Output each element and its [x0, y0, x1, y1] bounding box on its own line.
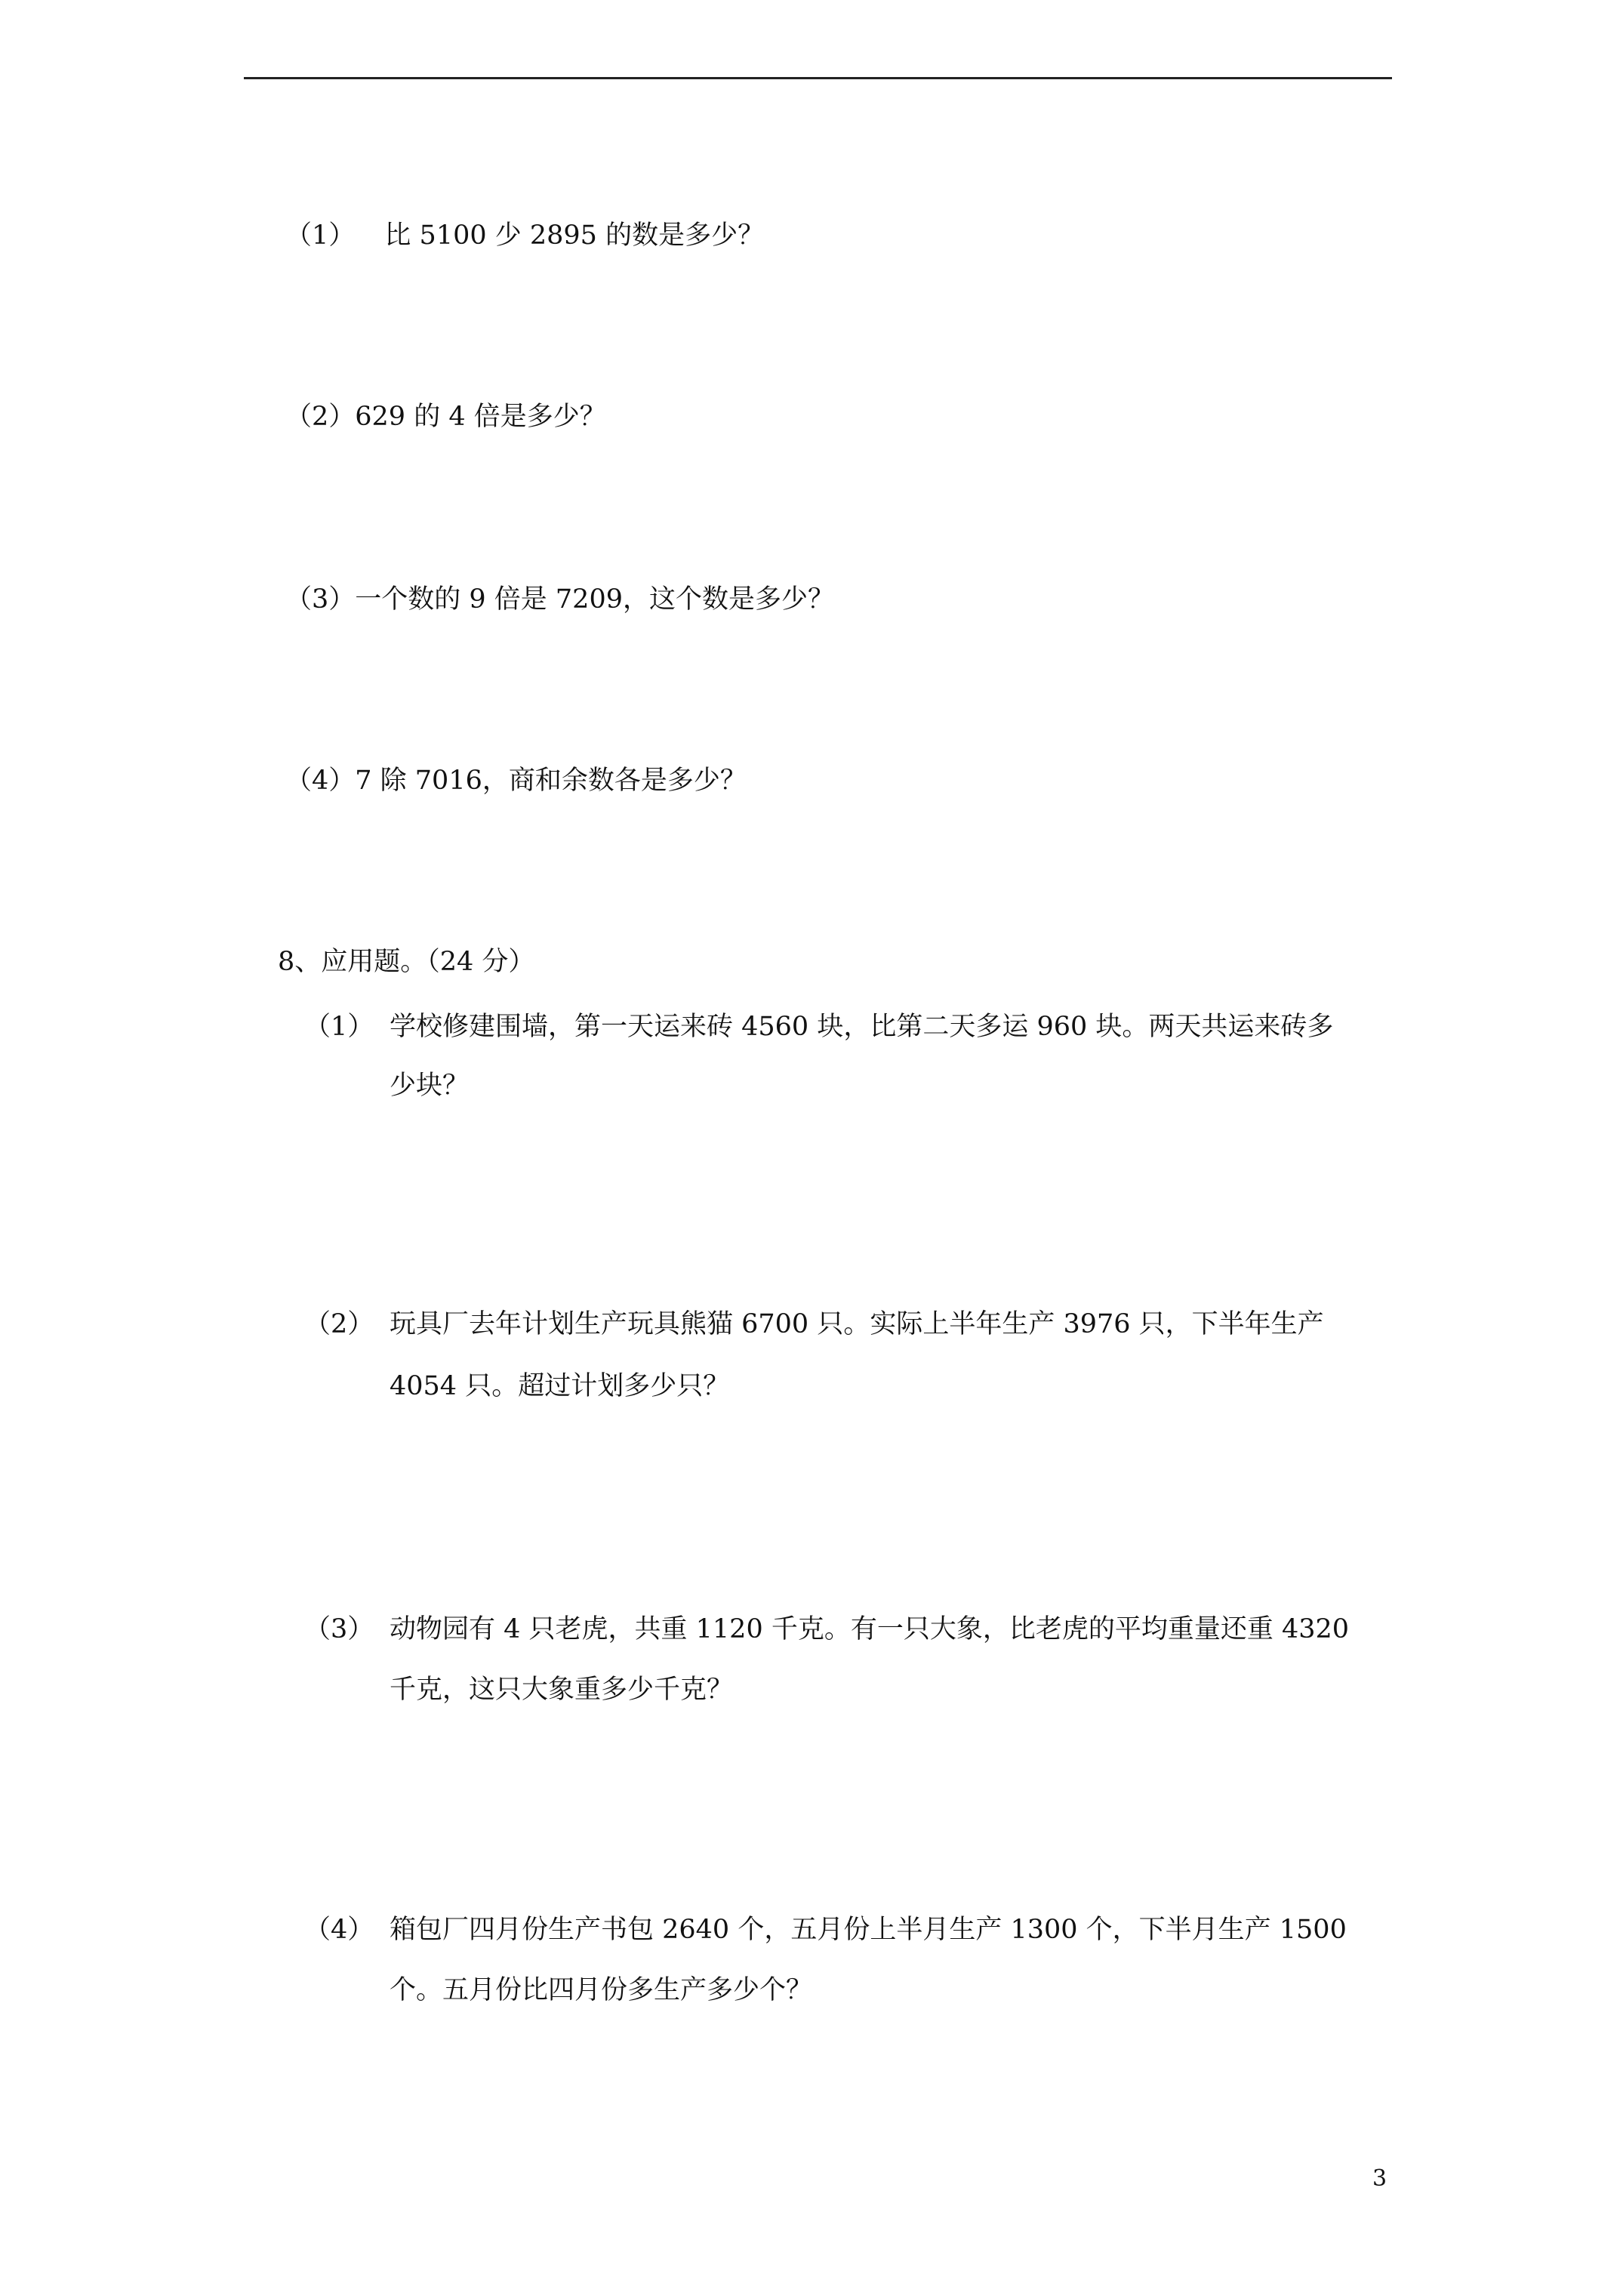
question-4: （4）7 除 7016，商和余数各是多少？ — [285, 766, 747, 796]
problem-2-number: （2） — [304, 1309, 374, 1339]
problem-1-line-1: 学校修建围墙，第一天运来砖 4560 块，比第二天多运 960 块。两天共运来砖多 — [390, 1012, 1334, 1042]
problem-4-line-2: 个。五月份比四月份多生产多少个？ — [390, 1975, 813, 2005]
problem-3-line-2: 千克，这只大象重多少千克？ — [390, 1675, 734, 1705]
problem-2-line-1: 玩具厂去年计划生产玩具熊猫 6700 只。实际上半年生产 3976 只，下半年生产 — [390, 1309, 1324, 1339]
problem-1-number: （1） — [304, 1012, 374, 1042]
problem-1-line-2: 少块？ — [390, 1071, 470, 1101]
problem-4-line-1: 箱包厂四月份生产书包 2640 个，五月份上半月生产 1300 个，下半月生产 1500 — [390, 1915, 1347, 1945]
question-3: （3）一个数的 9 倍是 7209，这个数是多少？ — [285, 584, 834, 615]
section-8-heading: 8、应用题。（24 分） — [278, 947, 535, 977]
problem-3-number: （3） — [304, 1614, 374, 1644]
question-1-text: 比 5100 少 2895 的数是多少？ — [384, 220, 765, 251]
problem-2-line-2: 4054 只。超过计划多少只？ — [390, 1371, 730, 1401]
problem-3-line-1: 动物园有 4 只老虎，共重 1120 千克。有一只大象，比老虎的平均重量还重 4320 — [390, 1614, 1350, 1644]
question-1 — [285, 219, 764, 252]
question-1-number: （1） — [285, 220, 356, 251]
header-rule — [244, 77, 1392, 79]
page-number: 3 — [1372, 2165, 1387, 2192]
problem-4-number: （4） — [304, 1915, 374, 1945]
question-2: （2）629 的 4 倍是多少？ — [285, 402, 606, 432]
